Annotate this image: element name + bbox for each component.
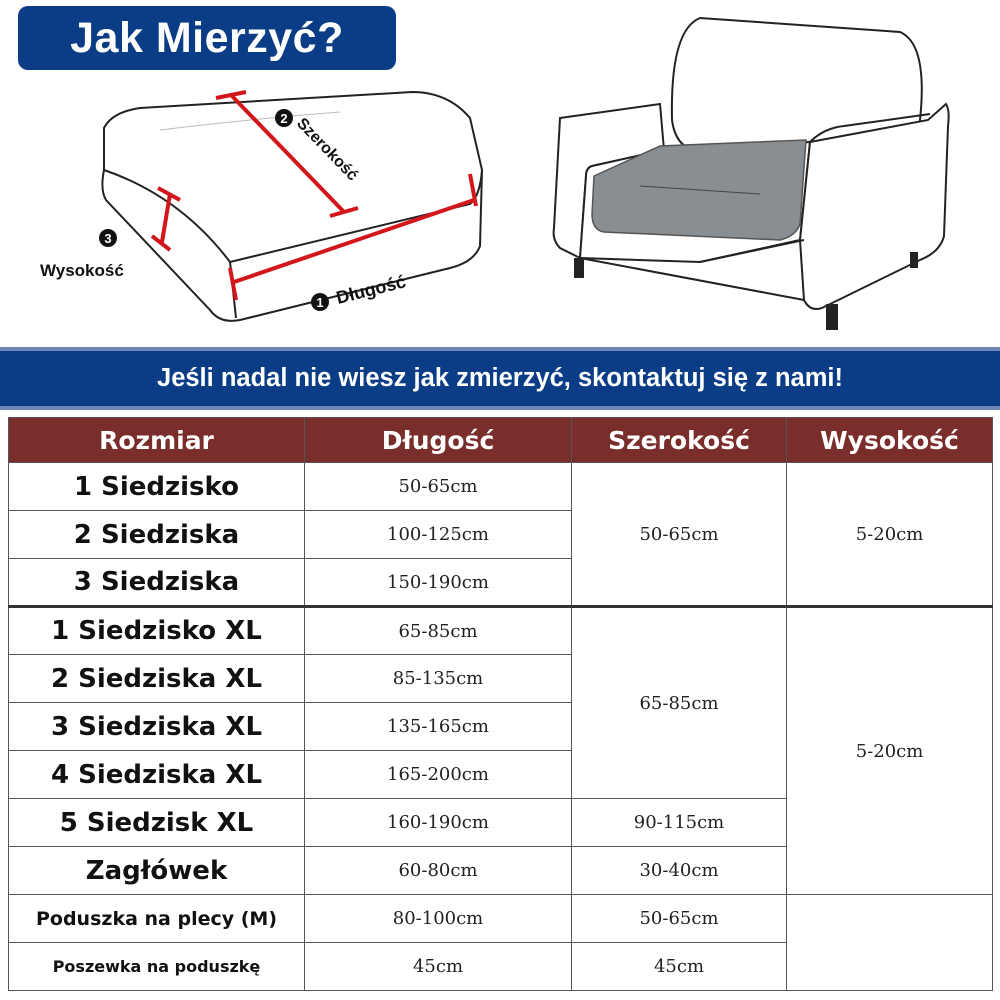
- height-value: 5-20cm: [787, 607, 993, 895]
- length-value: 135-165cm: [305, 703, 572, 751]
- length-value: 165-200cm: [305, 751, 572, 799]
- number-2: 2: [280, 111, 288, 126]
- height-value: 5-20cm: [787, 463, 993, 607]
- size-name: Poduszka na plecy (M): [9, 895, 305, 943]
- size-name: 4 Siedziska XL: [9, 751, 305, 799]
- width-value: 50-65cm: [572, 895, 787, 943]
- table-row: [9, 607, 993, 655]
- table-header-row: [9, 418, 993, 463]
- width-value: 30-40cm: [572, 847, 787, 895]
- height-label: Wysokość: [40, 261, 124, 280]
- width-label: Szerokość: [293, 114, 361, 185]
- size-name: 2 Siedziska: [9, 511, 305, 559]
- length-value: 60-80cm: [305, 847, 572, 895]
- header-size: Rozmiar: [9, 418, 305, 463]
- width-value: 90-115cm: [572, 799, 787, 847]
- size-name: 3 Siedziska: [9, 559, 305, 607]
- number-3: 3: [104, 231, 112, 246]
- width-value: 50-65cm: [572, 463, 787, 607]
- table-row: [9, 895, 993, 943]
- length-value: 50-65cm: [305, 463, 572, 511]
- length-value: 65-85cm: [305, 607, 572, 655]
- size-name: 1 Siedzisko XL: [9, 607, 305, 655]
- size-name: 5 Siedzisk XL: [9, 799, 305, 847]
- page-title: Jak Mierzyć?: [18, 6, 396, 70]
- contact-banner: Jeśli nadal nie wiesz jak zmierzyć, skontaktuj się z nami!: [0, 347, 1000, 410]
- size-name: 2 Siedziska XL: [9, 655, 305, 703]
- size-name: 3 Siedziska XL: [9, 703, 305, 751]
- length-value: 80-100cm: [305, 895, 572, 943]
- header-length: Długość: [305, 418, 572, 463]
- length-value: 45cm: [305, 943, 572, 991]
- size-table: [8, 417, 993, 991]
- width-value: 65-85cm: [572, 607, 787, 799]
- length-value: 85-135cm: [305, 655, 572, 703]
- length-value: 100-125cm: [305, 511, 572, 559]
- width-value: 45cm: [572, 943, 787, 991]
- size-name: 1 Siedzisko: [9, 463, 305, 511]
- header-height: Wysokość: [787, 418, 993, 463]
- header-width: Szerokość: [572, 418, 787, 463]
- seat-cushion-drawing: [102, 92, 482, 321]
- size-name: Zagłówek: [9, 847, 305, 895]
- number-1: 1: [316, 295, 324, 310]
- length-value: 150-190cm: [305, 559, 572, 607]
- length-label: Długość: [334, 271, 408, 308]
- height-value-empty: [787, 895, 993, 991]
- size-name: Poszewka na poduszkę: [9, 943, 305, 991]
- length-value: 160-190cm: [305, 799, 572, 847]
- measurement-illustration: [0, 0, 1000, 345]
- table-row: [9, 463, 993, 511]
